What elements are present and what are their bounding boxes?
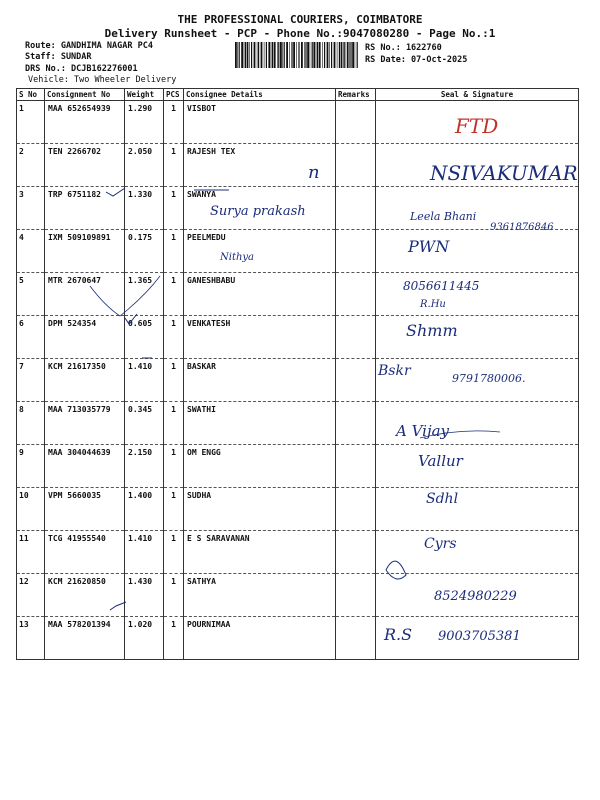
row-consignee: VISBOT	[184, 101, 336, 144]
col-header-pcs: PCS	[164, 89, 184, 101]
row-sno: 6	[17, 316, 45, 359]
hw-r2-sig: NSIVAKUMAR	[430, 161, 578, 185]
row-consignee: BASKAR	[184, 359, 336, 402]
table-header-row	[17, 89, 579, 101]
row-remarks	[336, 531, 376, 574]
col-header-signature: Seal & Signature	[376, 89, 579, 101]
hw-r3-mid: Surya prakash	[210, 204, 306, 219]
route-label: Route: GANDHIMA NAGAR PC4	[25, 41, 153, 51]
hw-r3-name: Leela Bhani	[410, 210, 477, 223]
staff-label: Staff: SUNDAR	[25, 52, 92, 62]
row-sno: 13	[17, 617, 45, 660]
row-signature	[376, 531, 579, 574]
row-signature	[376, 445, 579, 488]
table-row	[17, 445, 579, 488]
row-consignee: POURNIMAA	[184, 617, 336, 660]
table-row	[17, 101, 579, 144]
row-consignee: OM ENGG	[184, 445, 336, 488]
row-sno: 11	[17, 531, 45, 574]
row-remarks	[336, 316, 376, 359]
row-pcs: 1	[164, 617, 184, 660]
row-consignee: VENKATESH	[184, 316, 336, 359]
row-remarks	[336, 402, 376, 445]
rs-date: RS Date: 07-Oct-2025	[365, 55, 468, 65]
row-sno: 9	[17, 445, 45, 488]
row-weight: 0.605	[125, 316, 164, 359]
rs-number: RS No.: 1622760	[365, 43, 442, 53]
row-pcs: 1	[164, 574, 184, 617]
row-remarks	[336, 445, 376, 488]
table-row	[17, 488, 579, 531]
row-consignee: E S SARAVANAN	[184, 531, 336, 574]
row-consignee: SWANYA	[184, 187, 336, 230]
row-pcs: 1	[164, 316, 184, 359]
col-header-weight: Weight	[125, 89, 164, 101]
row-signature	[376, 273, 579, 316]
hw-r5-phone: 8056611445	[403, 279, 480, 293]
row-consignment: TEN 2266702	[45, 144, 125, 187]
runsheet-subtitle: Delivery Runsheet - PCP - Phone No.:9047080280 - Page No.:1	[104, 27, 496, 40]
table-row	[17, 144, 579, 187]
row-signature	[376, 402, 579, 445]
row-remarks	[336, 273, 376, 316]
row-weight: 1.365	[125, 273, 164, 316]
row-consignment: MAA 713035779	[45, 402, 125, 445]
hw-r9-sig: A Vijay	[396, 422, 450, 440]
row-pcs: 1	[164, 488, 184, 531]
row-consignment: MTR 2670647	[45, 273, 125, 316]
table-row	[17, 359, 579, 402]
row-weight: 1.290	[125, 101, 164, 144]
row-consignment: KCM 21617350	[45, 359, 125, 402]
row-pcs: 1	[164, 359, 184, 402]
row-signature	[376, 617, 579, 660]
row-consignee: SATHYA	[184, 574, 336, 617]
row-consignment: MAA 652654939	[45, 101, 125, 144]
row-consignment: DPM 524354	[45, 316, 125, 359]
row-sno: 10	[17, 488, 45, 531]
table-row	[17, 187, 579, 230]
row-weight: 1.330	[125, 187, 164, 230]
row-consignee: GANESHBABU	[184, 273, 336, 316]
row-sno: 8	[17, 402, 45, 445]
row-consignee: SUDHA	[184, 488, 336, 531]
row-remarks	[336, 574, 376, 617]
hw-r7-sig: Bskr	[378, 363, 411, 379]
runsheet-table	[16, 88, 579, 660]
row-sno: 3	[17, 187, 45, 230]
row-weight: 0.175	[125, 230, 164, 273]
row-pcs: 1	[164, 402, 184, 445]
col-header-consignment: Consignment No	[45, 89, 125, 101]
row-consignment: VPM 5660035	[45, 488, 125, 531]
hw-r10-sig: Sdhl	[426, 491, 459, 507]
row-signature	[376, 574, 579, 617]
row-consignment: MAA 578201394	[45, 617, 125, 660]
table-row	[17, 531, 579, 574]
row-pcs: 1	[164, 273, 184, 316]
hw-r4-mid: Nithya	[220, 252, 255, 263]
row-signature	[376, 144, 579, 187]
row-sno: 1	[17, 101, 45, 144]
row-consignment: MAA 304044639	[45, 445, 125, 488]
row-weight: 2.150	[125, 445, 164, 488]
row-consignment: IXM 509109891	[45, 230, 125, 273]
row-pcs: 1	[164, 144, 184, 187]
drs-number: DRS No.: DCJB162276001	[25, 64, 138, 74]
row-remarks	[336, 488, 376, 531]
row-signature	[376, 187, 579, 230]
row-weight: 2.050	[125, 144, 164, 187]
table-row	[17, 316, 579, 359]
hw-r11-sig: Cyrs	[424, 536, 457, 552]
row-remarks	[336, 230, 376, 273]
row-pcs: 1	[164, 187, 184, 230]
row-signature	[376, 316, 579, 359]
hw-r2-mid: n	[308, 162, 320, 183]
row-weight: 1.410	[125, 531, 164, 574]
hw-r5-sig: R.Hu	[420, 299, 446, 310]
hw-r6-sig: Shmm	[406, 321, 458, 340]
row-sno: 7	[17, 359, 45, 402]
row-pcs: 1	[164, 101, 184, 144]
row-sno: 2	[17, 144, 45, 187]
row-consignee: PEELMEDU	[184, 230, 336, 273]
barcode-image	[235, 42, 359, 68]
row-signature	[376, 359, 579, 402]
vehicle-label: Vehicle: Two Wheeler Delivery	[28, 75, 177, 85]
row-signature	[376, 488, 579, 531]
col-header-consignee: Consignee Details	[184, 89, 336, 101]
row-consignment: TCG 41955540	[45, 531, 125, 574]
hw-r9-sig2: Vallur	[418, 452, 463, 470]
row-consignee: RAJESH TEX	[184, 144, 336, 187]
hw-r4-sig: PWN	[408, 237, 450, 256]
table-row	[17, 574, 579, 617]
row-sno: 12	[17, 574, 45, 617]
hw-r12-phone: 8524980229	[434, 589, 517, 604]
hw-r13-sig: R.S	[384, 625, 413, 644]
hw-ftd: FTD	[455, 114, 499, 138]
row-sno: 4	[17, 230, 45, 273]
row-remarks	[336, 617, 376, 660]
row-remarks	[336, 101, 376, 144]
document-title: THE PROFESSIONAL COURIERS, COIMBATORE	[177, 13, 423, 26]
hw-r3-phone: 9361876846	[490, 222, 554, 233]
row-consignee: SWATHI	[184, 402, 336, 445]
row-consignment: KCM 21620850	[45, 574, 125, 617]
row-consignment: TRP 6751182	[45, 187, 125, 230]
hw-r13-phone: 9003705381	[438, 629, 521, 644]
row-sno: 5	[17, 273, 45, 316]
row-remarks	[336, 359, 376, 402]
row-pcs: 1	[164, 445, 184, 488]
table-row	[17, 402, 579, 445]
table-row	[17, 273, 579, 316]
row-remarks	[336, 187, 376, 230]
row-weight: 0.345	[125, 402, 164, 445]
table-row	[17, 617, 579, 660]
row-weight: 1.020	[125, 617, 164, 660]
col-header-remarks: Remarks	[336, 89, 376, 101]
row-signature	[376, 230, 579, 273]
table-row	[17, 230, 579, 273]
row-weight: 1.430	[125, 574, 164, 617]
row-weight: 1.400	[125, 488, 164, 531]
row-pcs: 1	[164, 531, 184, 574]
row-remarks	[336, 144, 376, 187]
row-pcs: 1	[164, 230, 184, 273]
row-signature	[376, 101, 579, 144]
hw-r7-phone: 9791780006.	[452, 372, 526, 385]
row-weight: 1.410	[125, 359, 164, 402]
col-header-sno: S No	[17, 89, 45, 101]
